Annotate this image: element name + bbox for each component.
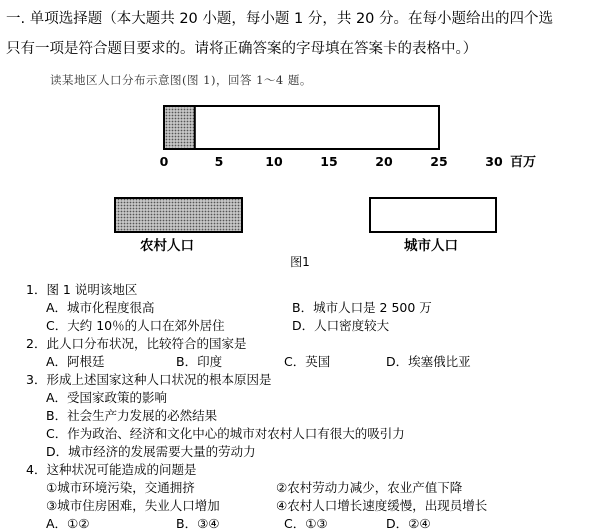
q4-statement-1: ①城市环境污染，交通拥挤 (46, 480, 195, 495)
q4-statement-2: ②农村劳动力减少，农业产值下降 (276, 480, 463, 495)
q3-option-b[interactable]: B．社会生产力发展的必然结果 (46, 408, 218, 423)
axis-tick-label: 30 (485, 154, 503, 169)
legend-urban-swatch (370, 198, 496, 232)
q2-option-b[interactable]: B．印度 (176, 354, 223, 369)
section-heading-line1: 一. 单项选择题（本大题共 20 小题，每小题 1 分，共 20 分。在每小题给出的四个选 (6, 11, 553, 27)
legend-rural-swatch (115, 198, 242, 232)
question-2-stem: 2．此人口分布状况，比较符合的国家是 (26, 336, 247, 351)
q3-option-a[interactable]: A．受国家政策的影响 (46, 390, 168, 405)
axis-tick-label: 10 (265, 154, 283, 169)
q1-option-c[interactable]: C．大约 10％的人口在郊外居住 (46, 318, 225, 333)
q4-option-a[interactable]: A．①② (46, 516, 90, 531)
q2-option-d[interactable]: D．埃塞俄比亚 (386, 354, 471, 369)
question-1-stem: 1．图 1 说明该地区 (26, 282, 138, 297)
q4-statement-4: ④农村人口增长速度缓慢，出现员增长 (276, 498, 488, 513)
figure-caption: 图1 (290, 255, 310, 269)
question-4-stem: 4．这种状况可能造成的问题是 (26, 462, 197, 477)
q3-option-d[interactable]: D．城市经济的发展需要大量的劳动力 (46, 444, 256, 459)
axis-tick-label: 25 (430, 154, 448, 169)
q4-option-b[interactable]: B．③④ (176, 516, 220, 531)
q3-option-c[interactable]: C．作为政治、经济和文化中心的城市对农村人口有很大的吸引力 (46, 426, 405, 441)
q2-option-c[interactable]: C．英国 (284, 354, 331, 369)
legend-urban-label: 城市人口 (404, 238, 458, 254)
q4-option-c[interactable]: C．①③ (284, 516, 328, 531)
legend-rural-label: 农村人口 (140, 238, 194, 254)
rural-population-bar (165, 107, 195, 148)
section-heading-line2: 只有一项是符合题目要求的。请将正确答案的字母填在答案卡的表格中。） (6, 41, 478, 57)
axis-tick-label: 20 (375, 154, 393, 169)
q1-option-b[interactable]: B．城市人口是 2 500 万 (292, 300, 432, 315)
q4-option-d[interactable]: D．②④ (386, 516, 431, 531)
axis-tick-label: 0 (159, 154, 169, 169)
question-3-stem: 3．形成上述国家这种人口状况的根本原因是 (26, 372, 272, 387)
q1-option-d[interactable]: D．人口密度较大 (292, 318, 390, 333)
total-population-bar (164, 106, 439, 149)
axis-tick-label: 15 (320, 154, 338, 169)
q1-option-a[interactable]: A．城市化程度很高 (46, 300, 155, 315)
axis-tick-label: 5 (214, 154, 224, 169)
q2-option-a[interactable]: A．阿根廷 (46, 354, 105, 369)
figure-instruction: 读某地区人口分布示意图(图 1)，回答 1～4 题。 (50, 73, 312, 87)
q4-statement-3: ③城市住房困难，失业人口增加 (46, 498, 220, 513)
axis-unit-label: 百万 (510, 155, 537, 170)
